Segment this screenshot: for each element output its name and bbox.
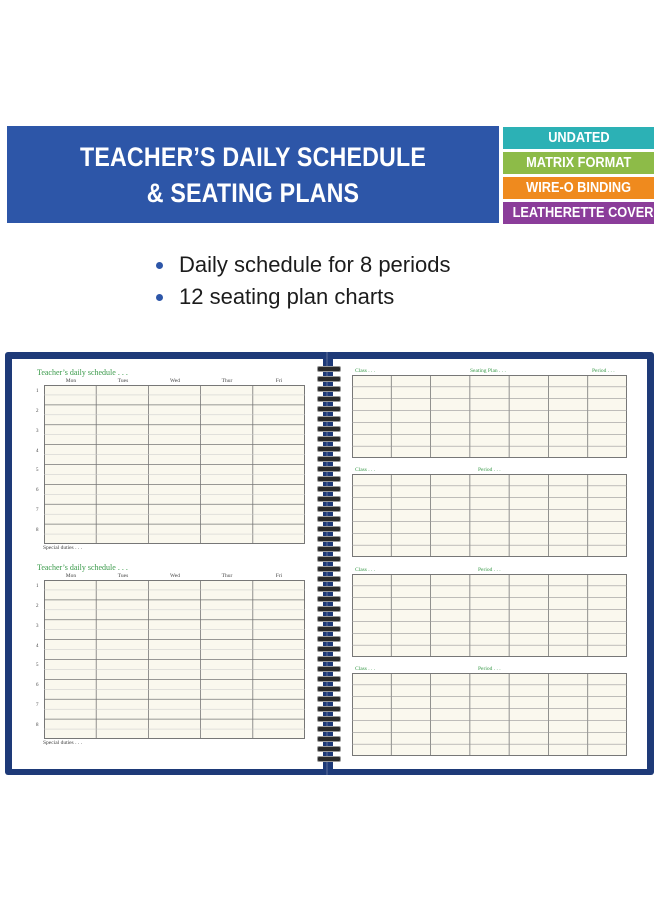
- day-header: Fri: [275, 573, 283, 579]
- period-number: 7: [36, 508, 39, 514]
- period-label: Period . . .: [478, 666, 501, 672]
- period-number: 8: [36, 528, 39, 534]
- class-label: Class . . .: [355, 368, 376, 374]
- banner-title-line-1: TEACHER’S DAILY SCHEDULE: [79, 142, 427, 172]
- period-number: 1: [36, 388, 39, 394]
- day-header: Tues: [117, 573, 129, 579]
- day-header: Mon: [65, 573, 77, 579]
- period-number: 3: [36, 428, 39, 434]
- day-header: Tues: [117, 378, 129, 384]
- period-number: 5: [36, 663, 39, 669]
- day-header: Wed: [170, 378, 180, 384]
- period-label: Period . . .: [478, 467, 501, 473]
- period-number: 1: [36, 583, 39, 589]
- period-number: 6: [36, 683, 39, 689]
- period-number: 2: [36, 603, 39, 609]
- period-number: 6: [36, 488, 39, 494]
- special-duties-label: Special duties . . .: [43, 545, 82, 551]
- schedule-title: Teacher’s daily schedule . . .: [37, 563, 128, 572]
- badge-undated: UNDATED: [503, 127, 654, 149]
- badge-matrix-format: MATRIX FORMAT: [503, 152, 654, 174]
- banner-title-line-2: & SEATING PLANS: [146, 178, 360, 208]
- period-number: 2: [36, 408, 39, 414]
- feature-text: 12 seating plan charts: [179, 284, 395, 309]
- period-number: 3: [36, 623, 39, 629]
- seating-plan-label: Seating Plan . . .: [470, 368, 506, 374]
- day-header: Thur: [221, 378, 233, 384]
- period-number: 4: [36, 448, 39, 454]
- period-label: Period . . .: [592, 368, 615, 374]
- period-label: Period . . .: [478, 567, 501, 573]
- period-number: 8: [36, 723, 39, 729]
- period-number: 4: [36, 643, 39, 649]
- day-header: Fri: [275, 378, 283, 384]
- badge-wire-o-binding: WIRE-O BINDING: [503, 177, 654, 199]
- feature-text: Daily schedule for 8 periods: [179, 252, 451, 277]
- day-header: Thur: [221, 573, 233, 579]
- day-header: Wed: [170, 573, 180, 579]
- special-duties-label: Special duties . . .: [43, 740, 82, 746]
- class-label: Class . . .: [355, 567, 376, 573]
- class-label: Class . . .: [355, 467, 376, 473]
- period-number: 7: [36, 703, 39, 709]
- period-number: 5: [36, 468, 39, 474]
- day-header: Mon: [65, 378, 77, 384]
- class-label: Class . . .: [355, 666, 376, 672]
- badge-leatherette-cover: LEATHERETTE COVER: [503, 202, 654, 224]
- schedule-title: Teacher’s daily schedule . . .: [37, 368, 128, 377]
